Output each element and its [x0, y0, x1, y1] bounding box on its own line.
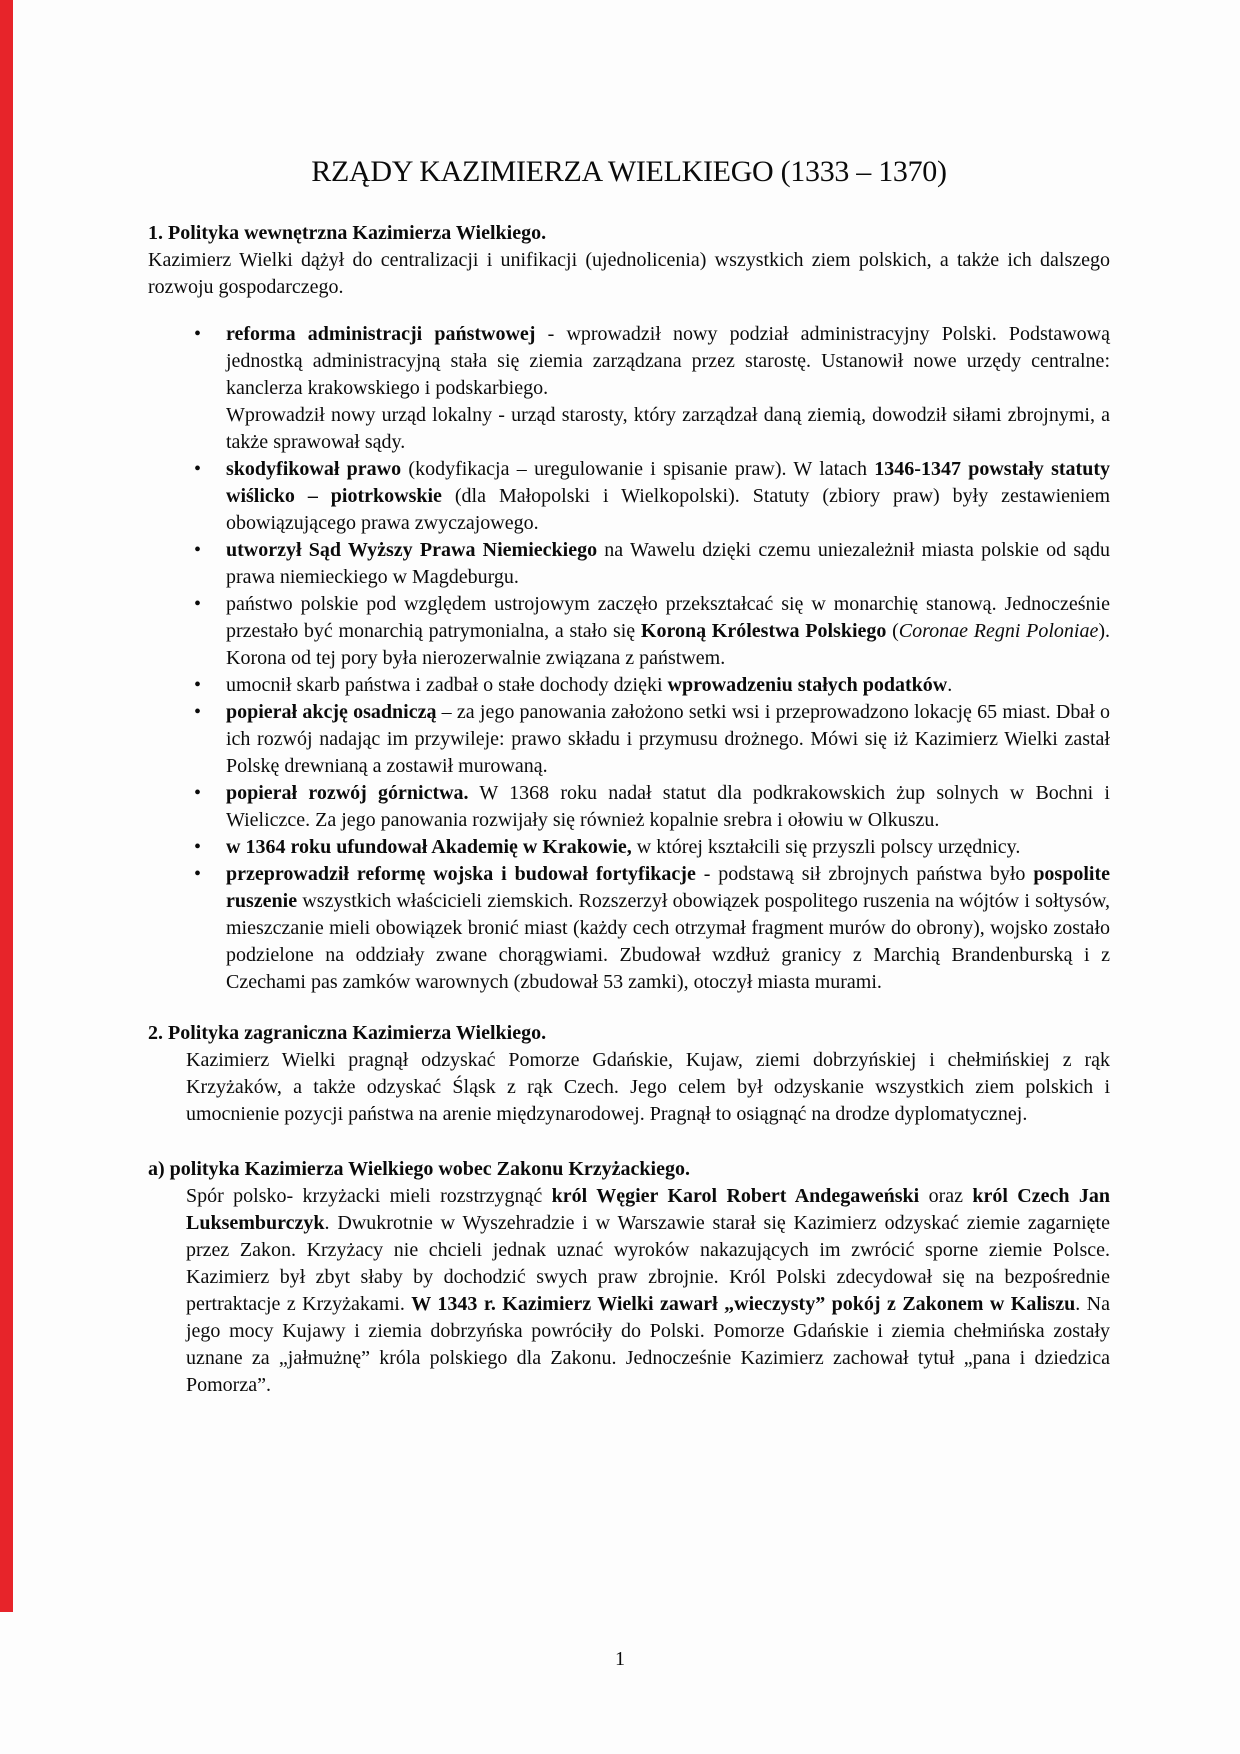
bullet-paragraph: • w 1364 roku ufundował Akademię w Krakowie, w której kształcili się przyszli polscy urzędnicy. — [226, 836, 1021, 858]
bold-text: król Czech Jan Luksemburczyk — [186, 1185, 1110, 1234]
bullet-paragraph: • umocnił skarb państwa i zadbał o stałe dochody dzięki wprowadzeniu stałych podatków. — [226, 674, 953, 696]
sectionA-paragraph: Spór polsko- krzyżacki mieli rozstrzygnąć król Węgier Karol Robert Andegaweński oraz król Czech Jan Luksemburczyk. Dwukrotnie w Wyszehradzie i w Warszawie starał się Kazimierz odzyskać ziemie zagarnięte przez Zakon. Krzyżacy nie chcieli jednak uznać wyroków nakazujących im zwrócić sporne ziemie Polsce. Kazimierz był zbyt słaby by dochodzić swych praw zbrojnie. Król Polski zdecydował się na bezpośrednie pertraktacje z Krzyżakami. W 1343 r. Kazimierz Wielki zawarł „wieczysty” pokój z Zakonem w Kaliszu. Na jego mocy Kujawy i ziemia dobrzyńska powróciły do Polski. Pomorze Gdańskie i ziemia chełmińska zostały uznane za „jałmużnę” króla polskiego dla Zakonu. Jednocześnie Kazimierz zachował tytuł „pana i dziedzica Pomorza”. — [186, 1185, 1110, 1396]
bullet-item — [148, 537, 1110, 591]
bullet-item — [148, 834, 1110, 861]
bullet-item — [148, 780, 1110, 834]
section-foreign-policy — [148, 1020, 1110, 1128]
sectionA-heading: a) polityka Kazimierza Wielkiego wobec Zakonu Krzyżackiego. — [148, 1158, 690, 1180]
bullet-item — [148, 672, 1110, 699]
bullet-paragraph: Wprowadził nowy urząd lokalny - urząd starosty, który zarządzał daną ziemią, dowodził siłami zbrojnymi, a także sprawował sądy. — [226, 404, 1110, 453]
bullet-paragraph: • popierał akcję osadniczą – za jego panowania założono setki wsi i przeprowadzono lokację 65 miast. Dbał o ich rozwój nadając im przywileje: prawo składu i przymusu drożnego. Mówi się iż Kazimierz Wielki zastał Polskę drewnianą a zostawił murowaną. — [226, 701, 1110, 777]
bullet-item — [148, 861, 1110, 996]
bold-text: utworzył Sąd Wyższy Prawa Niemieckiego — [226, 539, 598, 561]
document-title: RZĄDY KAZIMIERZA WIELKIEGO (1333 – 1370) — [311, 155, 947, 188]
bullet-paragraph: • popierał rozwój górnictwa. W 1368 roku nadał statut dla podkrakowskich żup solnych w Bochni i Wieliczce. Za jego panowania rozwijały się również kopalnie srebra i ołowiu w Olkuszu. — [226, 782, 1110, 831]
page-number: 1 — [615, 1648, 625, 1670]
bullet-paragraph: • utworzył Sąd Wyższy Prawa Niemieckiego na Wawelu dzięki czemu uniezależnił miasta polskie od sądu prawa niemieckiego w Magdeburgu. — [226, 539, 1110, 588]
section1-heading: 1. Polityka wewnętrzna Kazimierza Wielkiego. — [148, 222, 547, 244]
bullet-paragraph: • przeprowadził reformę wojska i budował fortyfikacje - podstawą sił zbrojnych państwa było pospolite ruszenie wszystkich właścicieli ziemskich. Rozszerzył obowiązek pospolitego ruszenia na wójtów i sołtysów, mieszczanie mieli obowiązek bronić miast (każdy cech otrzymał fragment murów do obrony), wojsko zostało podzielone na oddziały zwane chorągwiami. Zbudował wzdłuż granicy z Marchią Brandenburską i z Czechami pas zamków warownych (zbudował 53 zamki), otoczył miasta murami. — [226, 863, 1110, 993]
document-page — [148, 0, 1110, 1399]
bullet-item — [148, 321, 1110, 456]
section-internal-policy — [148, 220, 1110, 996]
bold-text: przeprowadził reformę wojska i budował fortyfikacje — [226, 863, 696, 885]
bold-text: król Węgier Karol Robert Andegaweński — [551, 1185, 920, 1207]
bold-text: W 1343 r. Kazimierz Wielki zawarł „wieczysty” pokój z Zakonem w Kaliszu — [411, 1293, 1076, 1315]
bold-text: skodyfikował prawo — [226, 458, 402, 480]
section2-paragraph: Kazimierz Wielki pragnął odzyskać Pomorze Gdańskie, Kujaw, ziemi dobrzyńskiej i chełmińskiej z rąk Krzyżaków, a także odzyskać Śląsk z rąk Czech. Jego celem był odzyskanie wszystkich ziem polskich i umocnienie pozycji państwa na arenie międzynarodowej. Pragnął to osiągnąć na drodze dyplomatycznej. — [186, 1049, 1110, 1125]
bold-text: 1346-1347 powstały statuty wiślicko – piotrkowskie — [226, 458, 1110, 507]
section2-heading: 2. Polityka zagraniczna Kazimierza Wielkiego. — [148, 1022, 547, 1044]
bullet-paragraph: • państwo polskie pod względem ustrojowym zaczęło przekształcać się w monarchię stanową. Jednocześnie przestało być monarchią patrymonialna, a stało się Koroną Królestwa Polskiego (Coronae Regni Poloniae). Korona od tej pory była nierozerwalnie związana z państwem. — [226, 593, 1111, 669]
bold-text: Koroną Królestwa Polskiego — [640, 620, 887, 642]
bullet-item — [148, 456, 1110, 537]
italic-text: Coronae Regni Poloniae — [898, 620, 1099, 642]
bold-text: wprowadzeniu stałych podatków — [667, 674, 948, 696]
section1-intro: Kazimierz Wielki dążył do centralizacji i unifikacji (ujednolicenia) wszystkich ziem polskich, a także ich dalszego rozwoju gospodarczego. — [148, 249, 1110, 298]
bold-text: reforma administracji państwowej — [226, 323, 536, 345]
bold-text: popierał akcję osadniczą — [226, 701, 437, 723]
bullet-paragraph: • reforma administracji państwowej - wprowadził nowy podział administracyjny Polski. Podstawową jednostką administracyjną stała się ziemia zarządzana przez starostę. Ustanowił nowe urzędy centralne: kanclerza krakowskiego i podskarbiego. — [226, 323, 1110, 399]
left-edge-red-bar — [0, 0, 13, 1612]
bullet-paragraph: • skodyfikował prawo (kodyfikacja – uregulowanie i spisanie praw). W latach 1346-1347 powstały statuty wiślicko – piotrkowskie (dla Małopolski i Wielkopolski). Statuty (zbiory praw) były zestawieniem obowiązującego prawa zwyczajowego. — [226, 458, 1110, 534]
bold-text: w 1364 roku ufundował Akademię w Krakowie, — [226, 836, 632, 858]
bold-text: popierał rozwój górnictwa. — [226, 782, 469, 804]
bold-text: pospolite ruszenie — [226, 863, 1110, 912]
bullet-item — [148, 591, 1110, 672]
bullet-item — [148, 699, 1110, 780]
section1-bullet-list — [148, 321, 1110, 996]
section-teutonic-order-policy — [148, 1156, 1110, 1399]
